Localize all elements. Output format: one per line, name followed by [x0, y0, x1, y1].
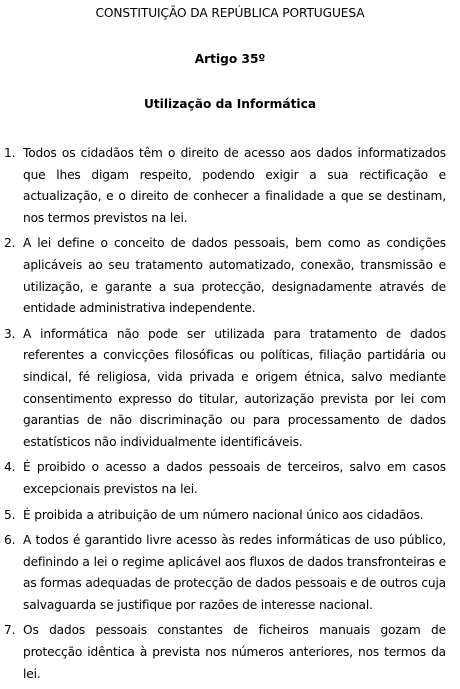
clause-text: A lei define o conceito de dados pessoais, bem como as condições aplicáveis ao seu tratamento automatizado, conexão, transmissão e utilização, e garante a sua protecção, designadamente através de entidade administrativa independente. — [23, 236, 446, 316]
clause-item — [0, 457, 460, 500]
clause-text: Todos os cidadãos têm o direito de acesso aos dados informatizados que lhes digam respeito, podendo exigir a sua rectificação e actualização, e o direito de conhecer a finalidade a que se destinam, nos termos previstos na lei. — [23, 146, 446, 225]
clause-number: 4. — [4, 460, 16, 475]
clause-list — [0, 143, 460, 689]
clause-item — [0, 324, 460, 454]
clause-number: 2. — [4, 236, 16, 251]
clause-item — [0, 233, 460, 319]
clause-item — [0, 530, 460, 616]
clause-item — [0, 505, 460, 527]
clause-item — [0, 143, 460, 229]
clause-number: 6. — [4, 533, 16, 548]
clause-number: 1. — [4, 146, 16, 160]
clause-text: Os dados pessoais constantes de ficheiros manuais gozam de protecção idêntica à prevista nos números anteriores, nos termos da lei. — [23, 623, 446, 681]
clause-text: A todos é garantido livre acesso às redes informáticas de uso público, definindo a lei o regime aplicável aos fluxos de dados transfronteiras e as formas adequadas de protecção de dados pessoais e de outros cuja salvaguarda se justifique por razões de interesse nacional. — [23, 533, 446, 612]
clause-number: 7. — [4, 623, 16, 638]
clause-text: É proibida a atribuição de um número nacional único aos cidadãos. — [23, 507, 424, 522]
clause-text: É proibido o acesso a dados pessoais de terceiros, salvo em casos excepcionais previstos na lei. — [23, 460, 446, 496]
clause-number: 3. — [4, 326, 16, 341]
article-number: Artigo 35º — [194, 52, 266, 66]
document-header: CONSTITUIÇÃO DA REPÚBLICA PORTUGUESA — [95, 6, 365, 20]
clause-text: A informática não pode ser utilizada para tratamento de dados referentes a convicções filosóficas ou políticas, filiação partidária ou sindical, fé religiosa, vida privada e origem étnica, salvo mediante consentimento expresso do titular, autorização prevista por lei com garantias de não discriminação ou para processamento de dados estatísticos não individualmente identificáveis. — [23, 326, 446, 449]
clause-number: 5. — [4, 507, 16, 522]
article-title: Utilização da Informática — [143, 97, 317, 111]
